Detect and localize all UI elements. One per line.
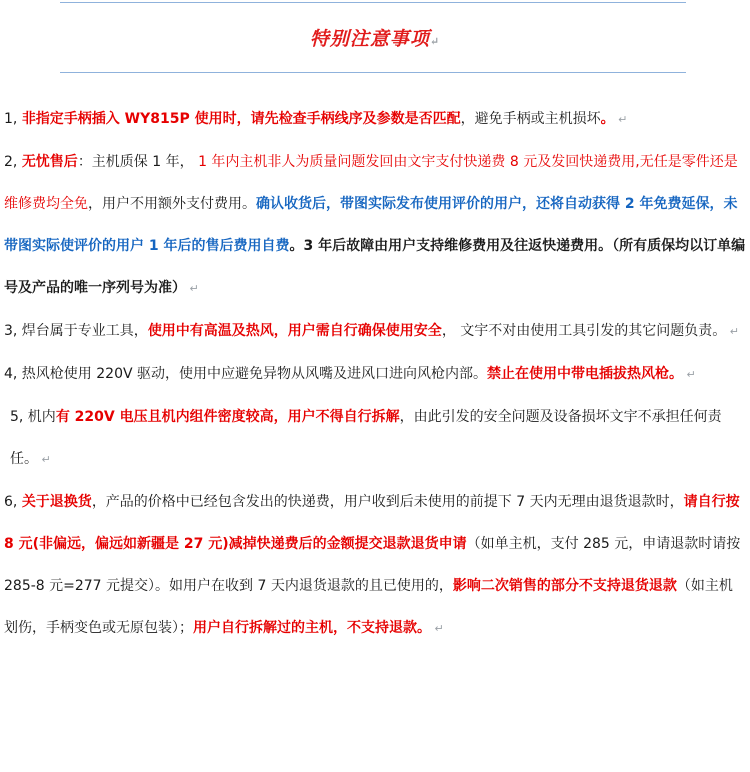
notice-item-5 xyxy=(4,396,746,481)
notice-text-segment: 影响二次销售的部分不支持退货退款 xyxy=(452,578,677,594)
paragraph-mark-icon: ↵ xyxy=(38,453,51,466)
notice-number: 6, xyxy=(4,494,18,510)
paragraph-mark-icon: ↵ xyxy=(429,35,441,48)
notice-item-4 xyxy=(4,353,746,396)
notice-text-segment: 。 xyxy=(600,111,615,127)
notice-text-segment: 非指定手柄插入 WY815P 使用时，请先检查手柄线序及参数是否匹配 xyxy=(21,111,461,127)
paragraph-mark-icon: ↵ xyxy=(186,282,199,295)
notice-text-segment: 机内 xyxy=(23,409,56,425)
notice-text-segment: ，用户不用额外支付费用。 xyxy=(88,196,256,212)
notice-item-3 xyxy=(4,310,746,353)
header-rule-top xyxy=(60,2,686,3)
notice-text-segment: 禁止在使用中带电插拔热风枪。 xyxy=(487,366,684,382)
paragraph-mark-icon: ↵ xyxy=(683,368,696,381)
notice-text-segment: ，由此引发的安全问题及设备损坏文宇不承担任何责任。 xyxy=(10,409,722,467)
notice-number: 1, xyxy=(4,111,18,127)
notice-text-segment: （如主机划伤，手柄变色或无原包装）； xyxy=(4,578,733,636)
notice-number: 4, xyxy=(4,366,18,382)
notice-text-segment: 无忧售后 xyxy=(21,154,78,170)
paragraph-mark-icon: ↵ xyxy=(726,325,739,338)
notice-text-segment: 1 年内主机非人为质量问题发回由文宇支付快递费 8 元及发回快递费用,无任是零件还是维修费均全免 xyxy=(4,154,738,212)
title-text: 特别注意事项 xyxy=(309,28,430,50)
notice-item-2 xyxy=(4,141,746,310)
notice-text-segment: 有 220V 电压且机内组件密度较高，用户不得自行拆解 xyxy=(55,409,400,425)
notice-text-segment: ，避免手柄或主机损坏 xyxy=(460,111,601,127)
notice-text-segment: ：主机质保 1 年， xyxy=(77,154,199,170)
notice-item-1 xyxy=(4,98,746,141)
notice-text-segment: 用户自行拆解过的主机，不支持退款。 xyxy=(193,620,431,636)
page-title xyxy=(0,24,750,51)
notice-text-segment: 使用中有高温及热风，用户需自行确保使用安全 xyxy=(147,323,442,339)
paragraph-mark-icon: ↵ xyxy=(431,622,444,635)
notice-text-segment: 请自行按 8 元(非偏远，偏远如新疆是 27 元)减掉快递费后的金额提交退款退货申请 xyxy=(4,494,740,552)
notice-text-segment: 。3 年后故障由用户支持维修费用及往返快递费用。（所有质保均以订单编号及产品的唯一序列号为准） xyxy=(4,238,746,296)
notice-number: 2, xyxy=(4,154,18,170)
notice-text-segment: 热风枪使用 220V 驱动，使用中应避免异物从风嘴及进风口进向风枪内部。 xyxy=(17,366,488,382)
paragraph-mark-icon: ↵ xyxy=(614,113,628,126)
notice-text-segment: ， 文宇不对由使用工具引发的其它问题负责。 xyxy=(441,323,727,339)
notice-number: 3, xyxy=(4,323,18,339)
notice-text-segment: 关于退换货 xyxy=(21,494,92,510)
notice-text-segment: 焊台属于专业工具， xyxy=(17,323,148,339)
notice-text-segment: （如单主机，支付 285 元，申请退款时请按 285-8 元=277 元提交）。如用户在收到 7 天内退货退款的且已使用的， xyxy=(4,536,741,594)
notice-item-6 xyxy=(4,481,746,650)
notice-text-segment: 确认收货后，带图实际发布使用评价的用户，还将自动获得 2 年免费延保，未带图实际使评价的用户 1 年后的售后费用自费 xyxy=(4,196,738,254)
header-rule-bottom xyxy=(60,72,686,73)
notice-number: 5, xyxy=(10,409,24,425)
notice-list xyxy=(4,98,746,650)
notice-text-segment: ，产品的价格中已经包含发出的快递费，用户收到后未使用的前提下 7 天内无理由退货退款时， xyxy=(91,494,684,510)
